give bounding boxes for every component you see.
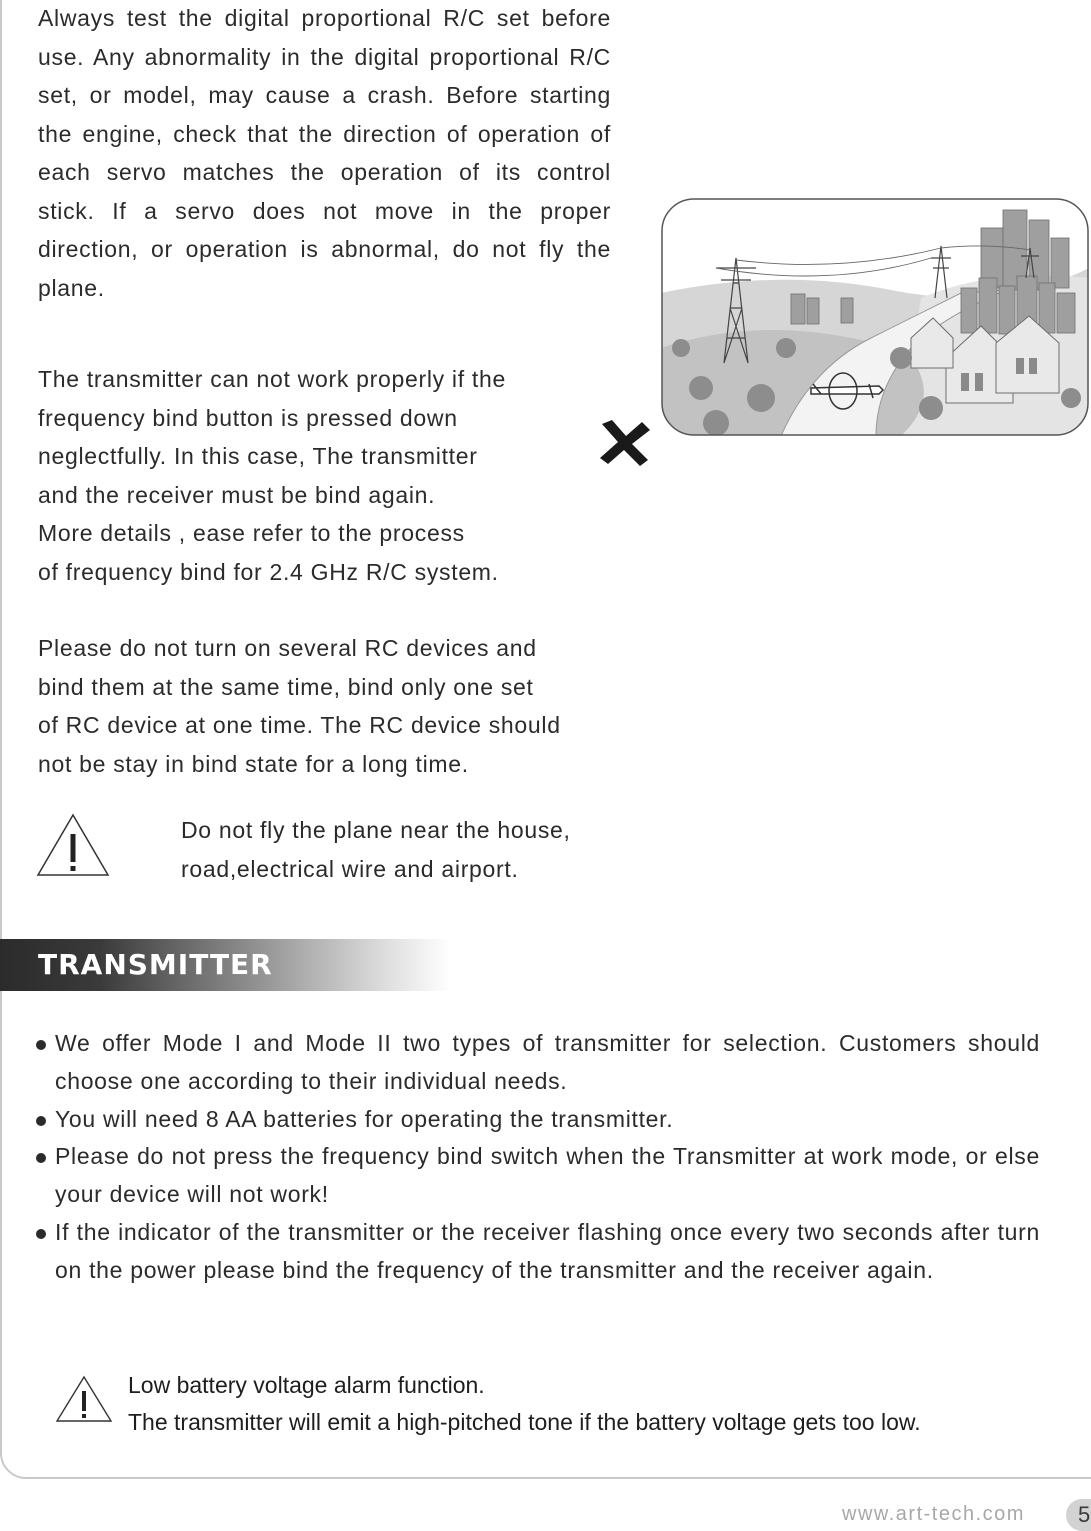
no-fly-area-illustration bbox=[661, 198, 1089, 436]
list-item: You will need 8 AA batteries for operating the transmitter. bbox=[36, 1101, 1040, 1139]
paragraph-bind-button: The transmitter can not work properly if the frequency bind button is pressed down neglectfully. In this case, The transmitter and the receiver must be bind again. More details , ease refer to the process of frequency bind for 2.4 GHz R/C system. bbox=[38, 366, 506, 585]
alarm-description: The transmitter will emit a high-pitched tone if the battery voltage gets too low. bbox=[128, 1409, 921, 1435]
alarm-title: Low battery voltage alarm function. bbox=[128, 1372, 485, 1398]
transmitter-bullet-list bbox=[36, 1025, 1040, 1290]
prohibited-cross-icon bbox=[598, 418, 652, 466]
section-title-transmitter: TRANSMITTER bbox=[38, 948, 273, 981]
paragraph-servo-check: Always test the digital proportional R/C set before use. Any abnormality in the digital proportional R/C set, or model, may cause a crash. Before starting the engine, check that the direction of operation of each servo matches the operation of its control stick. If a servo does not move in the proper direction, or operation is abnormal, do not fly the plane. bbox=[38, 5, 611, 301]
warning-triangle-icon bbox=[36, 812, 110, 878]
warning-no-fly-text: Do not fly the plane near the house, road,electrical wire and airport. bbox=[181, 817, 571, 882]
bullet-icon bbox=[36, 1153, 46, 1163]
footer-url: www.art-tech.com bbox=[842, 1503, 1025, 1525]
page-number: 5 bbox=[1078, 1502, 1091, 1527]
paragraph-bind-devices: Please do not turn on several RC devices and bind them at the same time, bind only one set of RC device at one time. The RC device should not be stay in bind state for a long time. bbox=[38, 635, 561, 777]
bullet-icon bbox=[36, 1229, 46, 1239]
list-item: Please do not press the frequency bind switch when the Transmitter at work mode, or else your device will not work! bbox=[36, 1138, 1040, 1214]
warning-triangle-icon bbox=[55, 1375, 113, 1423]
list-item: We offer Mode I and Mode II two types of transmitter for selection. Customers should choose one according to their individual needs. bbox=[36, 1025, 1040, 1101]
bullet-icon bbox=[36, 1040, 46, 1050]
list-item: If the indicator of the transmitter or the receiver flashing once every two seconds after turn on the power please bind the frequency of the transmitter and the receiver again. bbox=[36, 1214, 1040, 1290]
bullet-icon bbox=[36, 1116, 46, 1126]
low-battery-alarm-text bbox=[128, 1367, 1058, 1441]
